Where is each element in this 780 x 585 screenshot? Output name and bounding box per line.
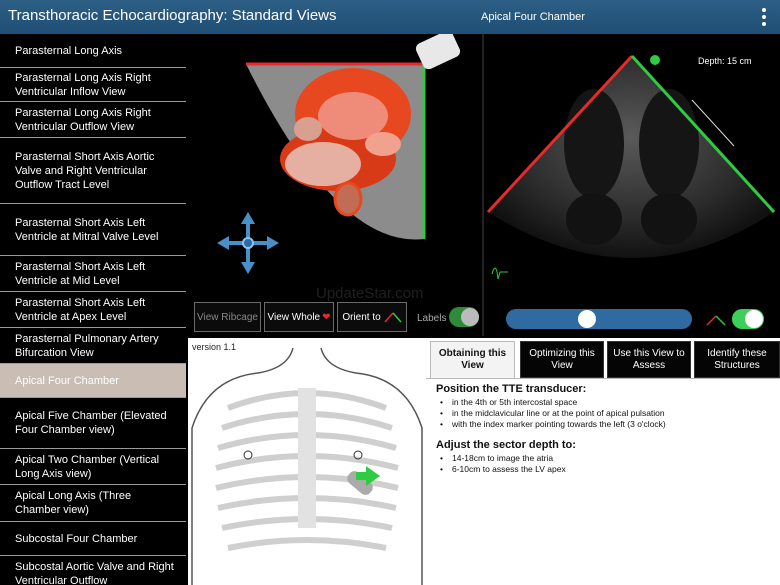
sidebar-item-label: Parasternal Pulmonary Artery Bifurcation View [15, 332, 159, 359]
view-whole-label: View Whole [267, 311, 321, 323]
orient-sector-icon [384, 311, 402, 323]
sidebar-item-subcostal-av-rvot[interactable] [0, 556, 186, 585]
sidebar-item-psax-mid[interactable] [0, 256, 186, 292]
sidebar-item-label: Apical Two Chamber (Vertical Long Axis view) [15, 453, 160, 480]
view-ribcage-button[interactable]: View Ribcage [194, 302, 261, 332]
sector-toggle-knob [745, 310, 763, 328]
sidebar-item-label: Parasternal Long Axis Right Ventricular Inflow View [15, 71, 151, 98]
tab-optimizing[interactable]: Optimizing this View [520, 341, 604, 378]
list-item: • in the 4th or 5th intercostal space [440, 397, 770, 408]
sidebar-item-label: Parasternal Short Axis Left Ventricle at Mitral Valve Level [15, 216, 159, 243]
watermark: UpdateStar.com [316, 285, 424, 302]
list-item: • in the midclavicular line or at the point of apical pulsation [440, 408, 770, 419]
sidebar-item-label: Parasternal Short Axis Left Ventricle at Apex Level [15, 296, 146, 323]
current-view-title: Apical Four Chamber [481, 11, 585, 23]
instructions-heading: Adjust the sector depth to: [436, 439, 576, 451]
sidebar-item-apical-two-chamber[interactable] [0, 449, 186, 485]
tab-use-to-assess[interactable]: Use this View to Assess [607, 341, 691, 378]
sidebar-item-label: Apical Four Chamber [15, 374, 119, 387]
app-header [0, 0, 780, 34]
list-item: • with the index marker pointing towards the left (3 o'clock) [440, 419, 770, 430]
sector-orientation-icon [706, 314, 726, 326]
tab-identify-structures[interactable]: Identify these Structures [694, 341, 780, 378]
echo-image [484, 34, 780, 336]
sidebar-item-label: Parasternal Long Axis [15, 44, 123, 57]
chest-diagram [188, 338, 426, 585]
sidebar-item-label: Subcostal Four Chamber [15, 532, 138, 545]
list-item: • 6-10cm to assess the LV apex [440, 464, 770, 475]
sidebar-item-apical-four-chamber[interactable] [0, 364, 186, 398]
sidebar-item-psax-av[interactable] [0, 138, 186, 204]
view-whole-button[interactable] [264, 302, 334, 332]
sidebar-item-plax-rv-inflow[interactable] [0, 68, 186, 102]
sidebar-item-apical-five-chamber[interactable] [0, 398, 186, 449]
sidebar-item-pa-bifurcation[interactable] [0, 328, 186, 364]
sidebar-item-label: Parasternal Short Axis Left Ventricle at Mid Level [15, 260, 146, 287]
guide-tabs [430, 341, 780, 378]
instructions-heading: Position the TTE transducer: [436, 383, 587, 395]
instructions-list [440, 453, 770, 475]
chest-diagram-panel [188, 338, 426, 585]
sidebar-item-label: Apical Five Chamber (Elevated Four Chamber view) [15, 410, 167, 436]
more-options-icon[interactable] [758, 6, 770, 30]
sidebar-item-label: Subcostal Aortic Valve and Right Ventricular Outflow [15, 561, 174, 585]
orient-to-button[interactable] [337, 302, 407, 332]
depth-slider-knob[interactable] [578, 310, 596, 328]
heart-icon: ❤ [322, 311, 331, 323]
labels-toggle[interactable] [449, 307, 479, 327]
sidebar-item-subcostal-four-chamber[interactable] [0, 522, 186, 556]
sidebar-item-psax-apex[interactable] [0, 292, 186, 328]
orient-to-label: Orient to [342, 311, 381, 323]
sidebar-item-psax-mv[interactable] [0, 204, 186, 256]
depth-slider[interactable] [506, 309, 692, 329]
sector-toggle[interactable] [732, 309, 764, 329]
guide-panel [426, 338, 780, 585]
echo-image-panel [484, 34, 780, 336]
labels-toggle-knob [461, 308, 479, 326]
instructions [426, 378, 780, 585]
sidebar-item-plax[interactable] [0, 34, 186, 68]
sidebar-item-label: Parasternal Short Axis Aortic Valve and Right Ventricular Outflow Tract Level [15, 150, 155, 191]
sidebar-item-plax-rv-outflow[interactable] [0, 102, 186, 138]
labels-label: Labels [417, 313, 447, 324]
list-item: • 14-18cm to image the atria [440, 453, 770, 464]
depth-readout: Depth: 15 cm [698, 56, 752, 66]
ecg-icon [492, 268, 508, 279]
sidebar-item-label: Apical Long Axis (Three Chamber view) [15, 490, 132, 516]
app-title: Transthoracic Echocardiography: Standard Views [8, 7, 337, 24]
sidebar [0, 34, 186, 585]
move-arrows-icon[interactable] [217, 212, 279, 274]
instructions-list [440, 397, 770, 430]
tab-obtaining[interactable]: Obtaining this View [430, 341, 515, 378]
orientation-marker-icon [650, 55, 660, 65]
version-label: version 1.1 [192, 342, 237, 352]
sidebar-item-apical-long-axis[interactable] [0, 485, 186, 522]
sidebar-item-label: Parasternal Long Axis Right Ventricular Outflow View [15, 106, 151, 133]
